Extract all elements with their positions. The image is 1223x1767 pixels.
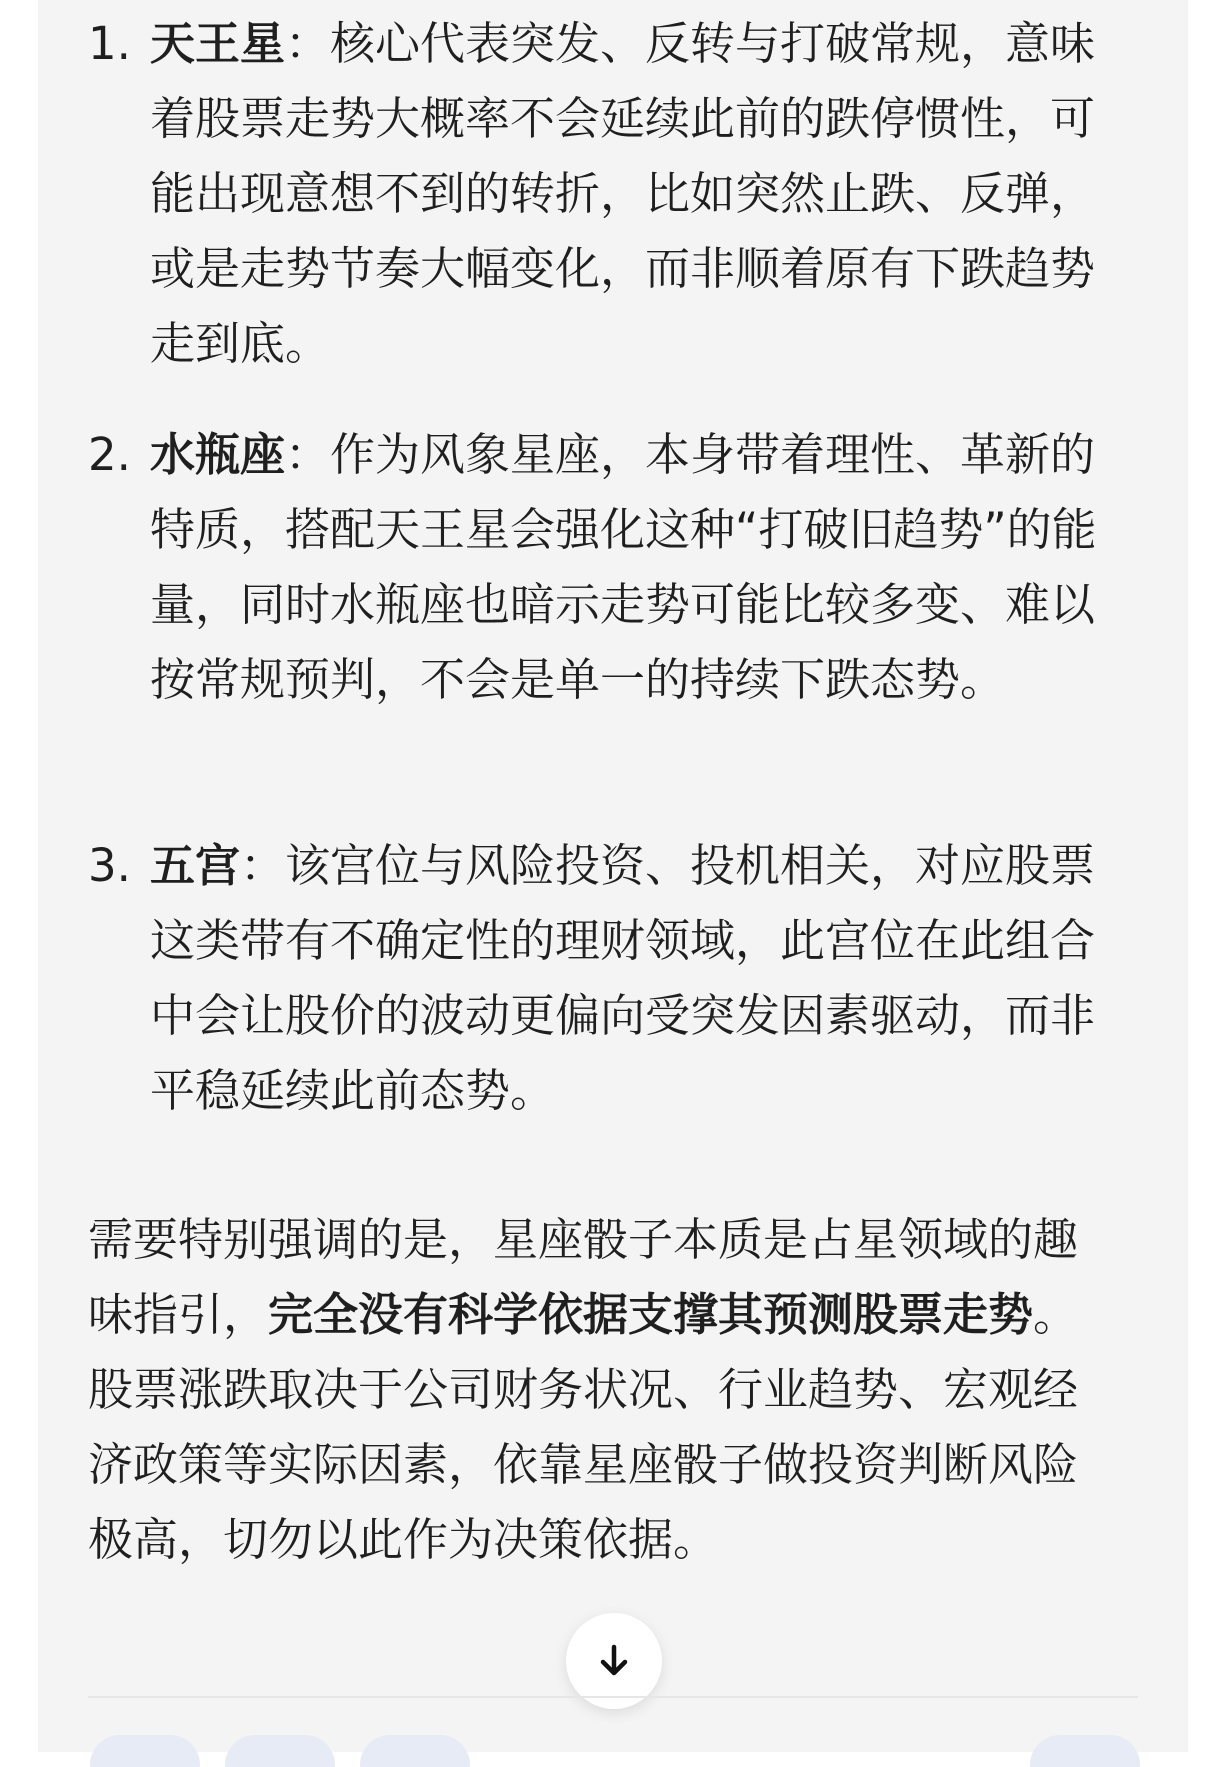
list-text: ：核心代表突发、反转与打破常规，意味着股票走势大概率不会延续此前的跌停惯性，可能出现意想不到的转折，比如突然止跌、反弹，或是走势节奏大幅变化，而非顺着原有下跌趋势走到底。 (150, 17, 1096, 370)
list-number: 2. (88, 428, 131, 481)
list-term: 天王星 (150, 17, 286, 70)
action-chip[interactable] (360, 1735, 470, 1767)
disclaimer-paragraph (88, 1202, 1098, 1577)
list-term: 水瓶座 (150, 428, 286, 481)
list-item-uranus (88, 6, 1138, 381)
action-chip[interactable] (225, 1735, 335, 1767)
list-text: ：该宫位与风险投资、投机相关，对应股票这类带有不确定性的理财领域，此宫位在此组合中会让股价的波动更偏向受突发因素驱动，而非平稳延续此前态势。 (150, 839, 1096, 1117)
paragraph-text: 。股票涨跌取决于公司财务状况、行业趋势、宏观经济政策等实际因素，依靠星座骰子做投资判断风险极高，切勿以此作为决策依据。 (88, 1288, 1079, 1566)
scroll-to-bottom-button[interactable] (566, 1613, 662, 1709)
action-chip[interactable] (1030, 1735, 1140, 1767)
action-chip[interactable] (90, 1735, 200, 1767)
list-term: 五宫 (150, 839, 241, 892)
list-text: ：作为风象星座，本身带着理性、革新的特质，搭配天王星会强化这种“打破旧趋势”的能量，同时水瓶座也暗示走势可能比较多变、难以按常规预判，不会是单一的持续下跌态势。 (150, 428, 1097, 706)
arrow-down-icon (594, 1641, 634, 1681)
list-item-fifth-house (88, 828, 1138, 1128)
list-number: 1. (88, 17, 131, 70)
list-number: 3. (88, 839, 131, 892)
paragraph-bold-text: 完全没有科学依据支撑其预测股票走势 (268, 1288, 1034, 1341)
list-item-aquarius (88, 417, 1138, 717)
paragraph-text: 需要特别强调的是，星座骰子本质是占星领域的趣味指引， (88, 1213, 1079, 1341)
divider (88, 1696, 1138, 1698)
